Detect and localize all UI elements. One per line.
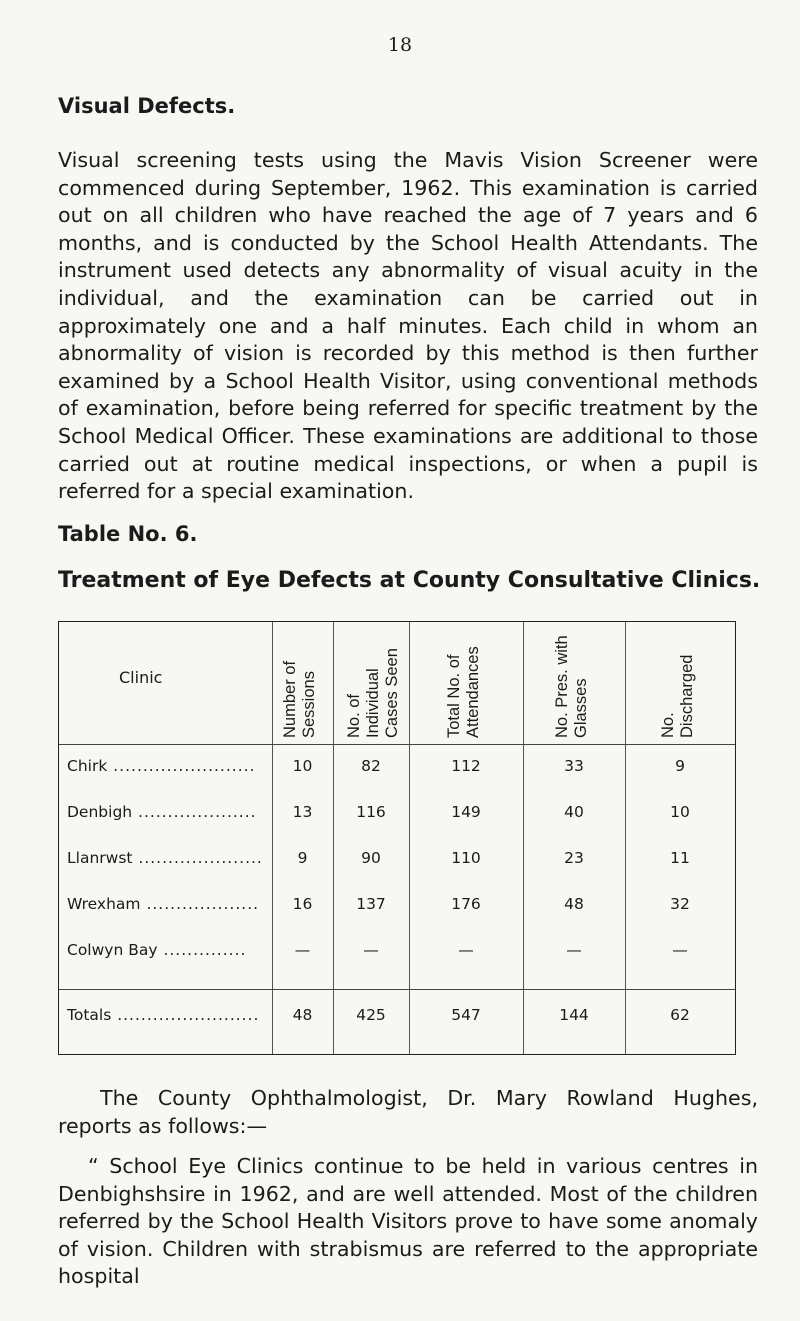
report-intro-paragraph — [58, 1085, 758, 1140]
totals-row: Totals ........................ 48 425 547 144 62 — [59, 1006, 735, 1030]
intro-paragraph: Visual screening tests using the Mavis Vision Screener were commenced during September, 1962. This examination is carried out on all children who have reached the age of 7 years and 6 months, and is conducted by the School Health Attendants. The instrument used detects any abnormality of visual acuity in the individual, and the examination can be carried out in approximately one and a half minutes. Each child in whom an abnormality of vision is recorded by this method is then further examined by a School Health Visitor, using conventional methods of examination, before being referred for specific treatment by the School Medical Officer. These examinations are additional to those carried out at routine medical inspections, or when a pupil is referred for a special examination. — [58, 148, 758, 504]
totals-label: Totals — [67, 1006, 112, 1024]
attendances-column-header: Total No. of Attendances — [445, 646, 482, 738]
clinic-column-header: Clinic — [119, 668, 163, 687]
discharged-value: 11 — [670, 849, 690, 867]
discharged-column-header: No. Discharged — [659, 654, 696, 738]
glasses-total: 144 — [559, 1006, 589, 1024]
table-row: Wrexham ................... 16 137 176 48 32 — [59, 895, 735, 919]
totals-rule — [59, 989, 735, 990]
discharged-value: — — [672, 941, 688, 959]
sessions-column-header: Number of Sessions — [281, 660, 318, 738]
discharged-value: 32 — [670, 895, 690, 913]
eye-clinics-table — [58, 621, 736, 1055]
discharged-total: 62 — [670, 1006, 690, 1024]
table-row: Denbigh .................... 13 116 149 40 10 — [59, 803, 735, 827]
sessions-value: 13 — [292, 803, 313, 821]
report-intro-text: The County Ophthalmologist, Dr. Mary Rowland Hughes, reports as follows:— — [58, 1086, 758, 1138]
cases-value: — — [363, 941, 379, 959]
cases-value: 82 — [361, 757, 381, 775]
discharged-value: 9 — [675, 757, 685, 775]
header-rule — [59, 744, 735, 745]
glasses-value: 48 — [564, 895, 584, 913]
attendances-value: 110 — [451, 849, 481, 867]
table-row: Llanrwst ..................... 9 90 110 23 11 — [59, 849, 735, 873]
sessions-value: 9 — [297, 849, 308, 867]
clinic-name: Wrexham — [67, 895, 141, 913]
glasses-value: 40 — [564, 803, 584, 821]
attendances-value: 149 — [451, 803, 481, 821]
attendances-value: 112 — [451, 757, 481, 775]
attendances-value: — — [458, 941, 474, 959]
cases-column-header: No. of Individual Cases Seen — [345, 648, 401, 738]
glasses-value: 23 — [564, 849, 584, 867]
section-heading: Visual Defects. — [58, 94, 236, 118]
quote-text: “ School Eye Clinics continue to be held in various centres in Denbighshsire in 1962, and are well attended. Most of the children referred by the School Health Visitors prove to have some anomaly of vision. Children with strabismus are referred to the appropriate hospital — [58, 1154, 758, 1289]
glasses-value: — — [566, 941, 582, 959]
table-caption: Treatment of Eye Defects at County Consultative Clinics. — [58, 568, 761, 593]
sessions-value: 10 — [292, 757, 313, 775]
sessions-value: — — [294, 941, 311, 959]
attendances-total: 547 — [451, 1006, 481, 1024]
table-label: Table No. 6. — [58, 522, 198, 546]
quote-paragraph — [58, 1153, 758, 1291]
clinic-name: Chirk — [67, 757, 108, 775]
cases-value: 137 — [356, 895, 386, 913]
cases-value: 90 — [361, 849, 381, 867]
table-row: Colwyn Bay .............. — — — — — — [59, 941, 735, 965]
cases-value: 116 — [356, 803, 386, 821]
clinic-name: Denbigh — [67, 803, 133, 821]
sessions-total: 48 — [292, 1006, 313, 1024]
attendances-value: 176 — [451, 895, 481, 913]
discharged-value: 10 — [670, 803, 690, 821]
glasses-value: 33 — [564, 757, 584, 775]
cases-total: 425 — [356, 1006, 386, 1024]
page-number: 18 — [387, 34, 413, 56]
clinic-name: Llanrwst — [67, 849, 133, 867]
table-row: Chirk ........................ 10 82 112 33 9 — [59, 757, 735, 781]
sessions-value: 16 — [292, 895, 313, 913]
glasses-column-header: No. Pres. with Glasses — [553, 635, 590, 738]
clinic-name: Colwyn Bay — [67, 941, 158, 959]
